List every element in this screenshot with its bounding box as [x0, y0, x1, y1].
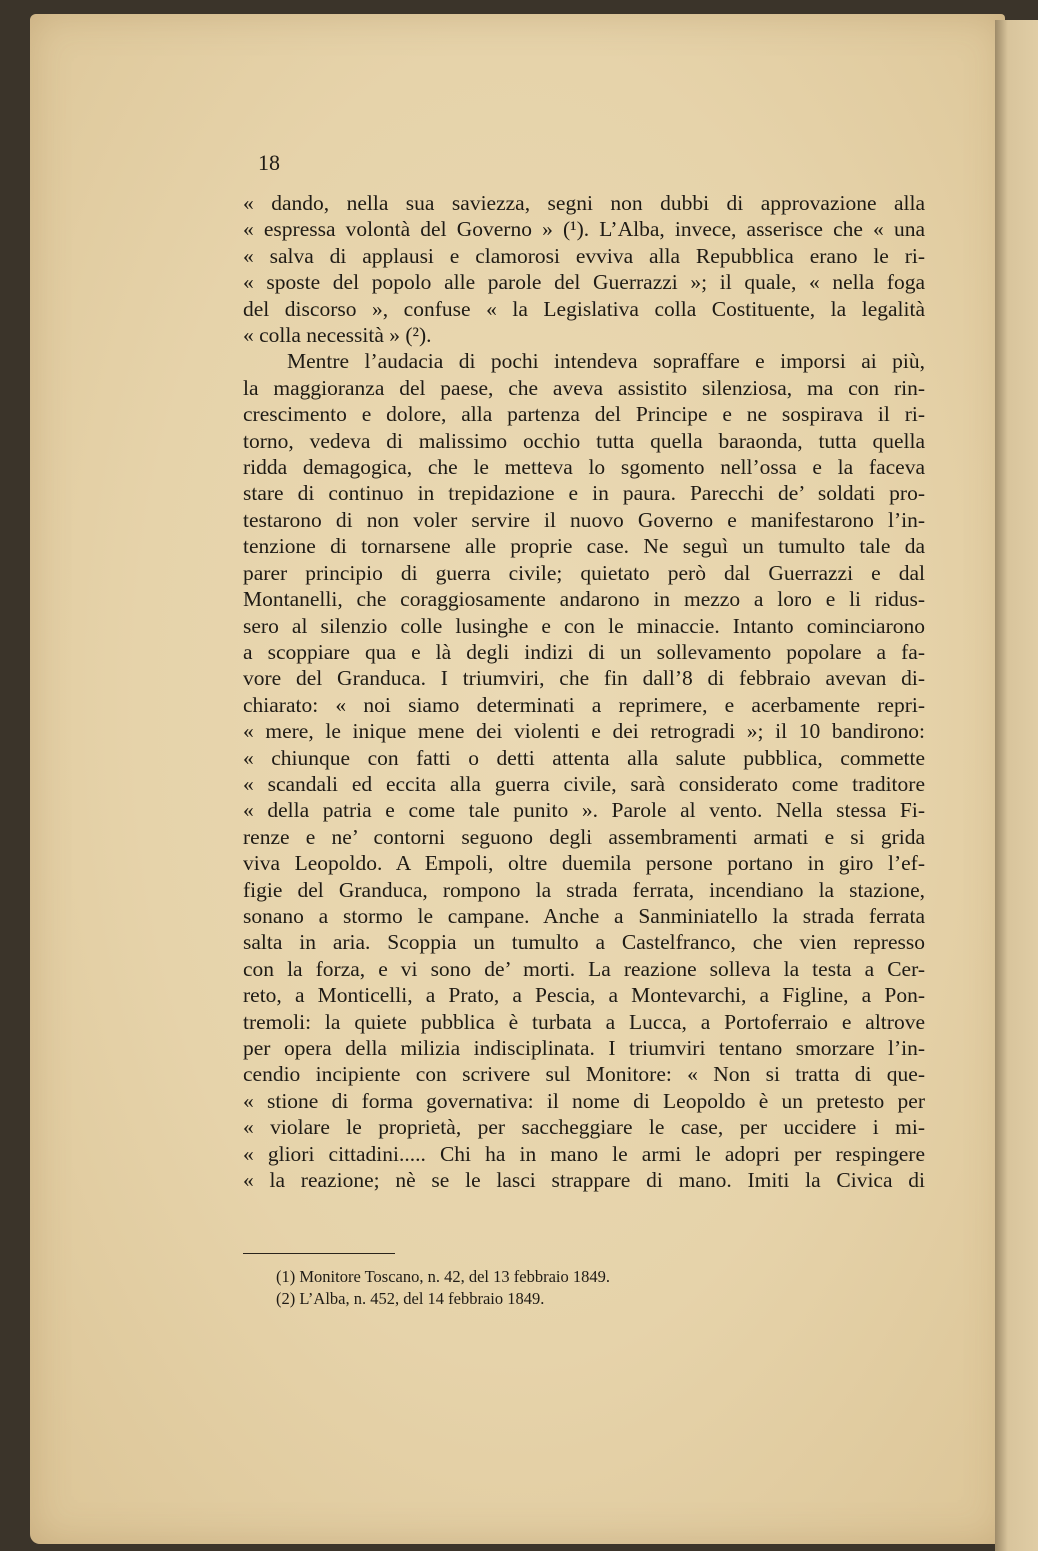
footnote-divider: [243, 1253, 395, 1254]
footnotes: [276, 1266, 610, 1310]
text-line: vore del Granduca. I triumviri, che fin dall’8 di febbraio avevan di-: [243, 666, 925, 691]
body-text: [243, 190, 925, 1193]
footnote: (2) L’Alba, n. 452, del 14 febbraio 1849.: [276, 1289, 545, 1308]
text-line: renze e ne’ contorni seguono degli assembramenti armati e si grida: [243, 824, 925, 849]
text-line: del discorso », confuse « la Legislativa colla Costituente, la legalità: [243, 296, 925, 321]
text-line: Montanelli, che coraggiosamente andarono in mezzo a loro e li ridus-: [243, 587, 925, 612]
text-line: « della patria e come tale punito ». Parole al vento. Nella stessa Fi-: [243, 798, 925, 823]
text-line: « violare le proprietà, per saccheggiare le case, per uccidere i mi-: [243, 1115, 925, 1140]
text-line: sonano a stormo le campane. Anche a Sanminiatello la strada ferrata: [243, 903, 925, 928]
text-line: « espressa volontà del Governo » (¹). L’Alba, invece, asserisce che « una: [243, 217, 925, 242]
text-line: tenzione di tornarsene alle proprie case. Ne seguì un tumulto tale da: [243, 534, 925, 559]
page-number: 18: [258, 150, 280, 175]
text-line: « sposte del popolo alle parole del Guerrazzi »; il quale, « nella foga: [243, 270, 925, 295]
text-line: viva Leopoldo. A Empoli, oltre duemila persone portano in giro l’ef-: [243, 851, 925, 876]
text-line: « salva di applausi e clamorosi evviva alla Repubblica erano le ri-: [243, 243, 925, 268]
adjacent-page-edge: [995, 20, 1038, 1551]
text-line: salta in aria. Scoppia un tumulto a Castelfranco, che vien represso: [243, 930, 925, 955]
text-line: figie del Granduca, rompono la strada ferrata, incendiano la stazione,: [243, 877, 925, 902]
text-line: testarono di non voler servire il nuovo Governo e manifestarono l’in-: [243, 507, 925, 532]
text-line: « mere, le inique mene dei violenti e dei retrogradi »; il 10 bandirono:: [243, 719, 925, 744]
text-line: con la forza, e vi sono de’ morti. La reazione solleva la testa a Cer-: [243, 956, 925, 981]
text-line: « gliori cittadini..... Chi ha in mano le armi le adopri per respingere: [243, 1141, 925, 1166]
text-line: « dando, nella sua saviezza, segni non dubbi di approvazione alla: [243, 191, 925, 215]
text-line: chiarato: « noi siamo determinati a reprimere, e acerbamente repri-: [243, 692, 925, 717]
text-line: tremoli: la quiete pubblica è turbata a Lucca, a Portoferraio e altrove: [243, 1009, 925, 1034]
text-line: torno, vedeva di malissimo occhio tutta quella baraonda, tutta quella: [243, 428, 925, 453]
text-line: crescimento e dolore, alla partenza del Principe e ne sospirava il ri-: [243, 402, 925, 427]
text-line: sero al silenzio colle lusinghe e con le minaccie. Intanto cominciarono: [243, 613, 925, 638]
text-line: stare di continuo in trepidazione e in paura. Parecchi de’ soldati pro-: [243, 481, 925, 506]
text-line: « chiunque con fatti o detti attenta alla salute pubblica, commette: [243, 745, 925, 770]
text-line: cendio incipiente con scrivere sul Monitore: « Non si tratta di que-: [243, 1062, 925, 1087]
text-line: la maggioranza del paese, che aveva assistito silenziosa, ma con rin-: [243, 375, 925, 400]
text-line: Mentre l’audacia di pochi intendeva sopraffare e imporsi ai più,: [287, 349, 925, 374]
text-line: parer principio di guerra civile; quietato però dal Guerrazzi e dal: [243, 560, 925, 585]
text-line: per opera della milizia indisciplinata. I triumviri tentano smorzare l’in-: [243, 1036, 925, 1060]
footnote: (1) Monitore Toscano, n. 42, del 13 febbraio 1849.: [276, 1267, 610, 1286]
text-line: « scandali ed eccita alla guerra civile, sarà considerato come traditore: [243, 771, 925, 796]
text-line: ridda demagogica, che le metteva lo sgomento nell’ossa e la faceva: [243, 455, 925, 480]
text-line: reto, a Monticelli, a Prato, a Pescia, a Montevarchi, a Figline, a Pon-: [243, 983, 925, 1008]
text-line: « la reazione; nè se le lasci strappare di mano. Imiti la Civica di: [243, 1168, 925, 1193]
text-line: « stione di forma governativa: il nome di Leopoldo è un pretesto per: [243, 1088, 925, 1113]
text-line: « colla necessità » (²).: [243, 323, 432, 348]
text-line: a scoppiare qua e là degli indizi di un sollevamento popolare a fa-: [243, 639, 925, 664]
